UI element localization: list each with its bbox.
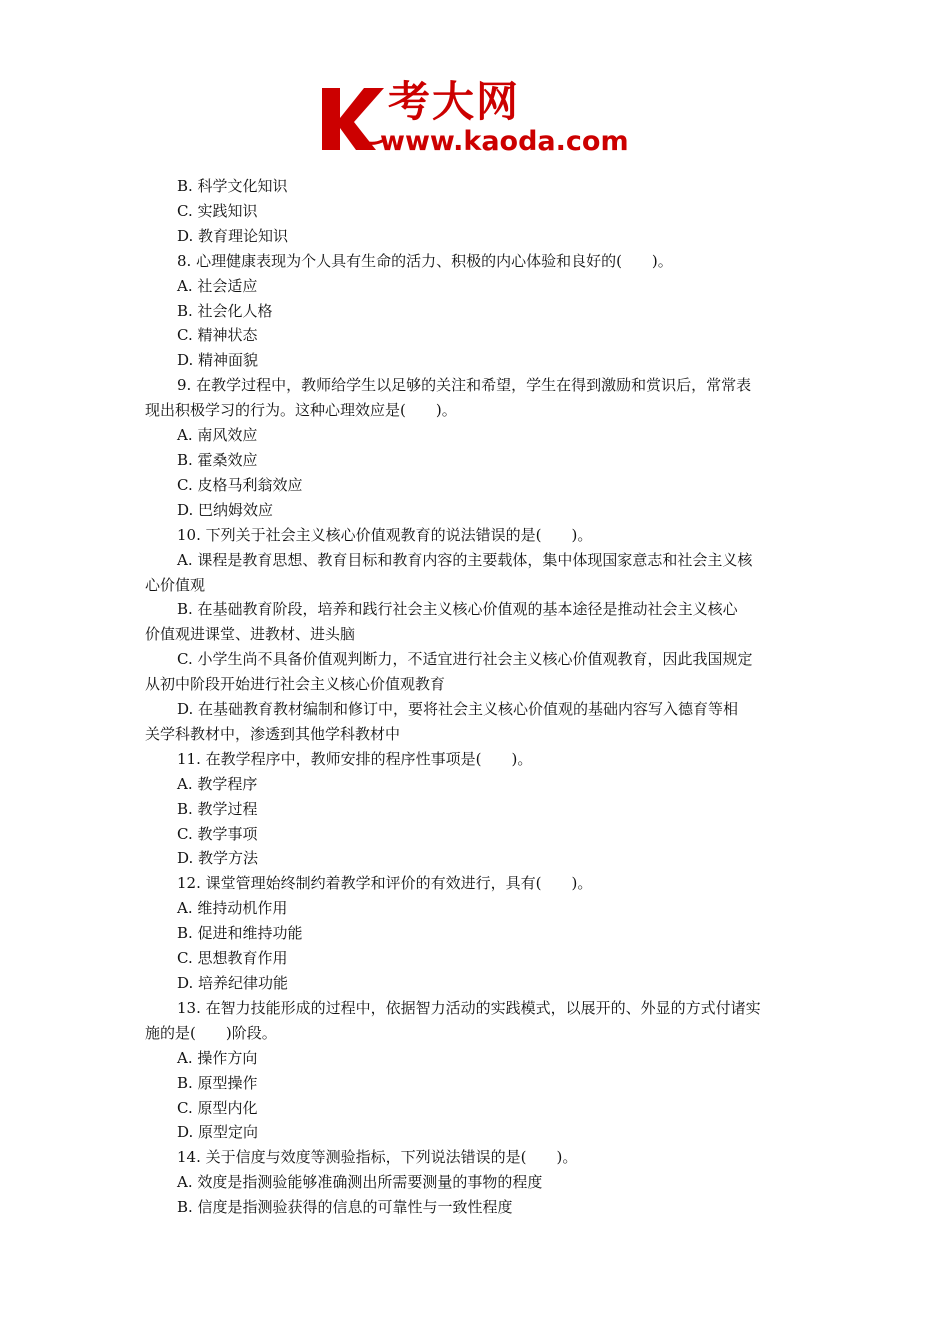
text-line: 8. 心理健康表现为个人具有生命的活力、积极的内心体验和良好的( )。	[177, 251, 673, 270]
logo-url: www.kaoda.com	[380, 126, 629, 157]
text-line: C. 原型内化	[177, 1098, 258, 1117]
text-line: 价值观进课堂、进教材、进头脑	[145, 625, 356, 644]
text-line: A. 南风效应	[177, 426, 258, 445]
text-line: 12. 课堂管理始终制约着教学和评价的有效进行，具有( )。	[177, 874, 593, 893]
logo-title: 考大网	[388, 77, 521, 126]
text-line: B. 霍桑效应	[177, 450, 258, 469]
text-line: C. 实践知识	[177, 201, 258, 220]
document-body	[145, 174, 810, 1220]
text-line: B. 科学文化知识	[177, 177, 288, 195]
text-line: 9. 在教学过程中，教师给学生以足够的关注和希望，学生在得到激励和赏识后，常常表	[177, 376, 752, 395]
text-line: B. 教学过程	[177, 799, 258, 818]
text-line: C. 精神状态	[177, 326, 258, 345]
text-line: A. 课程是教育思想、教育目标和教育内容的主要载体，集中体现国家意志和社会主义核	[177, 550, 753, 569]
text-line: A. 教学程序	[177, 774, 258, 793]
text-line: C. 皮格马利翁效应	[177, 475, 303, 494]
text-line: 从初中阶段开始进行社会主义核心价值观教育	[145, 675, 446, 694]
text-line: B. 社会化人格	[177, 301, 273, 320]
text-line: 14. 关于信度与效度等测验指标，下列说法错误的是( )。	[177, 1148, 578, 1167]
text-line: 10. 下列关于社会主义核心价值观教育的说法错误的是( )。	[177, 525, 593, 544]
text-line: C. 小学生尚不具备价值观判断力，不适宜进行社会主义核心价值观教育，因此我国规定	[177, 650, 753, 669]
text-line: 现出积极学习的行为。这种心理效应是( )。	[145, 401, 457, 420]
text-line: D. 教育理论知识	[177, 226, 289, 245]
text-line: D. 教学方法	[177, 849, 259, 868]
text-line: A. 操作方向	[177, 1048, 258, 1067]
text-line: D. 精神面貌	[177, 351, 259, 370]
text-line: D. 培养纪律功能	[177, 974, 289, 992]
text-line: A. 维持动机作用	[177, 899, 288, 918]
text-line: D. 在基础教育教材编制和修订中，要将社会主义核心价值观的基础内容写入德育等相	[177, 700, 739, 719]
text-line: C. 思想教育作用	[177, 949, 288, 968]
text-line: A. 效度是指测验能够准确测出所需要测量的事物的程度	[177, 1173, 543, 1192]
kaoda-logo	[318, 77, 638, 158]
text-line: 关学科教材中，渗透到其他学科教材中	[145, 724, 401, 743]
text-line: 施的是( )阶段。	[145, 1023, 277, 1042]
text-line: B. 促进和维持功能	[177, 924, 303, 943]
text-line: 11. 在教学程序中，教师安排的程序性事项是( )。	[177, 749, 533, 768]
text-line: D. 原型定向	[177, 1123, 259, 1142]
text-line: B. 在基础教育阶段，培养和践行社会主义核心价值观的基本途径是推动社会主义核心	[177, 600, 738, 619]
text-line: D. 巴纳姆效应	[177, 500, 274, 519]
text-line: 心价值观	[145, 575, 206, 594]
text-line: B. 信度是指测验获得的信息的可靠性与一致性程度	[177, 1198, 513, 1217]
text-line: 13. 在智力技能形成的过程中，依据智力活动的实践模式，以展开的、外显的方式付诸实	[177, 998, 761, 1017]
text-line: C. 教学事项	[177, 824, 258, 843]
k-logo-icon	[318, 80, 388, 158]
text-line: A. 社会适应	[177, 276, 258, 295]
text-line: B. 原型操作	[177, 1073, 258, 1092]
